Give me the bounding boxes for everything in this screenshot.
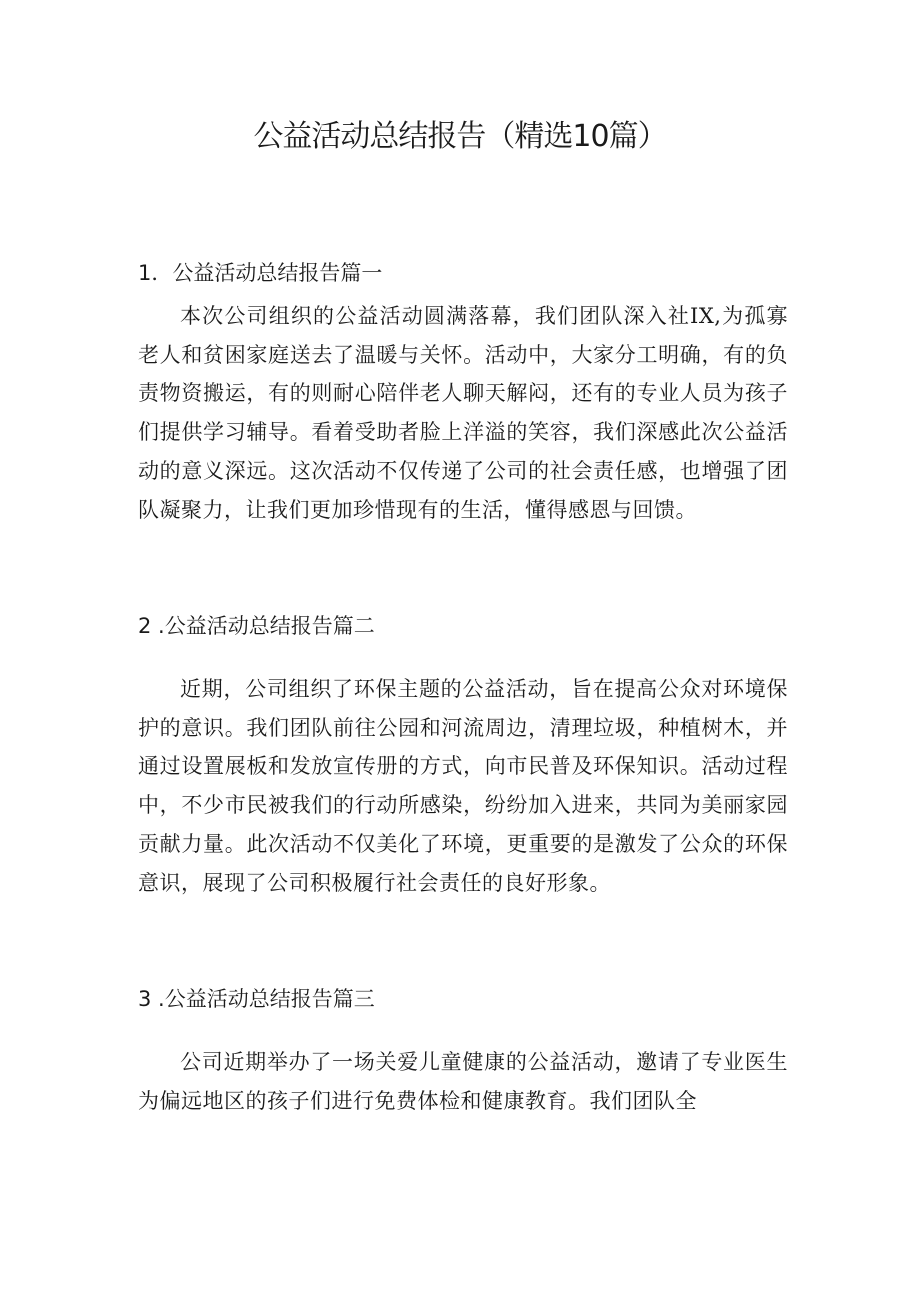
section-paragraph-1: 本次公司组织的公益活动圆满落幕，我们团队深入社IX,为孤寡老人和贫困家庭送去了温暖与关怀。活动中，大家分工明确，有的负责物资搬运，有的则耐心陪伴老人聊天解闷，还有的专业人员为孩子们提供学习辅导。看着受助者脸上洋溢的笑容，我们深感此次公益活动的意义深远。这次活动不仅传递了公司的社会责任感，也增强了团队凝聚力，让我们更加珍惜现有的生活，懂得感恩与回馈。 [138, 304, 788, 522]
section-paragraph-2: 近期，公司组织了环保主题的公益活动，旨在提高公众对环境保护的意识。我们团队前往公园和河流周边，清理垃圾，种植树木，并通过设置展板和发放宣传册的方式，向市民普及环保知识。活动过程中，不少市民被我们的行动所感染，纷纷加入进来，共同为美丽家园贡献力量。此次活动不仅美化了环境，更重要的是激发了公众的环保意识，展现了公司积极履行社会责任的良好形象。 [138, 677, 788, 895]
section-heading-3: 3 .公益活动总结报告篇三 [138, 987, 375, 1011]
section-paragraph-3: 公司近期举办了一场关爱儿童健康的公益活动，邀请了专业医生为偏远地区的孩子们进行免费体检和健康教育。我们团队全 [138, 1050, 788, 1113]
document-title: 公益活动总结报告（精选10篇） [253, 119, 667, 154]
section-heading-1: 1．公益活动总结报告篇一 [138, 261, 383, 285]
section-heading-2: 2 .公益活动总结报告篇二 [138, 614, 375, 638]
